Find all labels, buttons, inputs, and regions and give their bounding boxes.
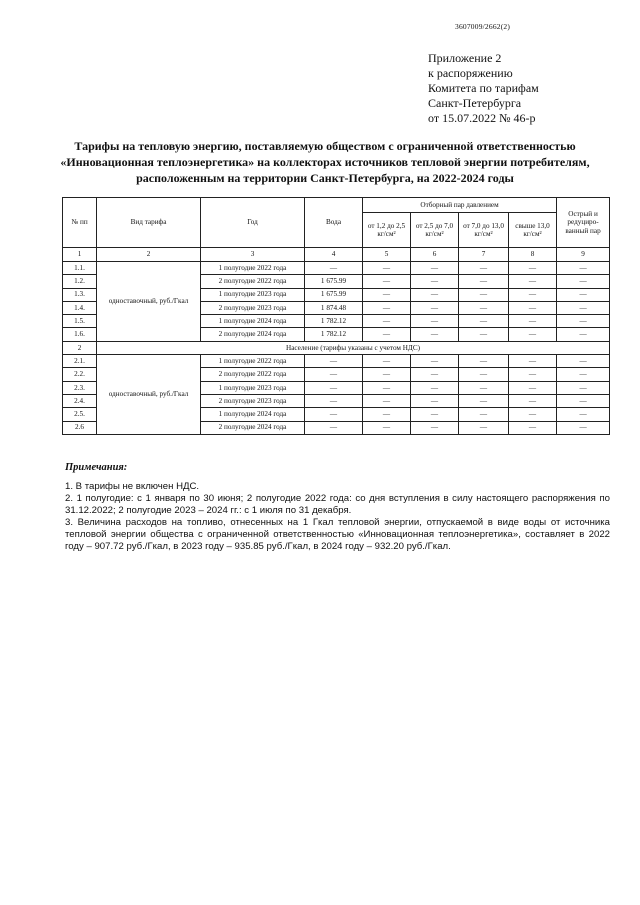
appendix-line: от 15.07.2022 № 46-р xyxy=(428,111,536,125)
steam-tariff-cell: — xyxy=(459,315,509,328)
period-cell: 2 полугодие 2023 года xyxy=(201,301,305,314)
tariff-table xyxy=(62,197,610,435)
period-cell: 2 полугодие 2022 года xyxy=(201,275,305,288)
period-cell: 1 полугодие 2023 года xyxy=(201,288,305,301)
period-cell: 2 полугодие 2024 года xyxy=(201,328,305,341)
steam-tariff-cell: — xyxy=(459,355,509,368)
steam-tariff-cell: — xyxy=(411,368,459,381)
column-number: 3 xyxy=(201,248,305,262)
steam-tariff-cell: — xyxy=(459,394,509,407)
document-title: Тарифы на тепловую энергию, поставляемую обществом с ограниченной ответственностью «Инновационная теплоэнергетика» на коллекторах источников тепловой энергии потребителям, расположенным на территории Санкт-Петербурга, на 2022-2024 годы xyxy=(60,139,590,185)
steam-tariff-cell: — xyxy=(459,421,509,434)
period-cell: 2 полугодие 2023 года xyxy=(201,394,305,407)
steam-tariff-cell: — xyxy=(557,301,610,314)
steam-tariff-cell: — xyxy=(509,408,557,421)
notes-block xyxy=(65,481,610,553)
column-number: 9 xyxy=(557,248,610,262)
steam-tariff-cell: — xyxy=(459,262,509,275)
steam-tariff-cell: — xyxy=(557,315,610,328)
section-row xyxy=(63,341,610,354)
row-number: 1.1. xyxy=(63,262,97,275)
steam-tariff-cell: — xyxy=(509,328,557,341)
steam-tariff-cell: — xyxy=(363,275,411,288)
steam-tariff-cell: — xyxy=(509,421,557,434)
steam-tariff-cell: — xyxy=(411,328,459,341)
steam-tariff-cell: — xyxy=(411,408,459,421)
water-tariff-cell: — xyxy=(305,262,363,275)
header-steam-1: от 1,2 до 2,5 кг/см² xyxy=(363,213,411,248)
steam-tariff-cell: — xyxy=(363,408,411,421)
document-registration-number: 3607009/2662(2) xyxy=(455,22,511,31)
steam-tariff-cell: — xyxy=(557,368,610,381)
steam-tariff-cell: — xyxy=(509,315,557,328)
note-item: 3. Величина расходов на топливо, отнесенных на 1 Гкал тепловой энергии, отпускаемой в виде воды от источника тепловой энергии общества с ограниченной ответственностью «Инновационная теплоэнергетика», составляет в 2022 году – 907.72 руб./Гкал, в 2023 году – 935.85 руб./Гкал, в 2024 году – 932.20 руб./Гкал. xyxy=(65,517,610,552)
row-number: 1.3. xyxy=(63,288,97,301)
steam-tariff-cell: — xyxy=(411,355,459,368)
water-tariff-cell: 1 874.48 xyxy=(305,301,363,314)
row-number: 1.4. xyxy=(63,301,97,314)
steam-tariff-cell: — xyxy=(411,275,459,288)
row-number: 2.2. xyxy=(63,368,97,381)
column-number: 4 xyxy=(305,248,363,262)
column-number: 2 xyxy=(97,248,201,262)
water-tariff-cell: 1 675.99 xyxy=(305,288,363,301)
period-cell: 2 полугодие 2022 года xyxy=(201,368,305,381)
column-numbers-row xyxy=(63,248,610,262)
water-tariff-cell: — xyxy=(305,381,363,394)
header-steam-3: от 7,0 до 13,0 кг/см² xyxy=(459,213,509,248)
steam-tariff-cell: — xyxy=(557,275,610,288)
note-item: 1. В тарифы не включен НДС. xyxy=(65,481,200,492)
header-num: № пп xyxy=(63,198,97,248)
water-tariff-cell: — xyxy=(305,368,363,381)
steam-tariff-cell: — xyxy=(411,394,459,407)
table-row xyxy=(63,355,610,368)
water-tariff-cell: — xyxy=(305,394,363,407)
steam-tariff-cell: — xyxy=(363,355,411,368)
steam-tariff-cell: — xyxy=(363,315,411,328)
water-tariff-cell: — xyxy=(305,408,363,421)
row-number: 1.6. xyxy=(63,328,97,341)
header-steam-4: свыше 13,0 кг/см² xyxy=(509,213,557,248)
steam-tariff-cell: — xyxy=(557,328,610,341)
appendix-line: Санкт-Петербурга xyxy=(428,96,522,110)
steam-tariff-cell: — xyxy=(411,301,459,314)
steam-tariff-cell: — xyxy=(509,301,557,314)
notes-title: Примечания: xyxy=(65,462,128,473)
header-steam-group: Отборный пар давлением xyxy=(363,198,557,213)
steam-tariff-cell: — xyxy=(557,381,610,394)
steam-tariff-cell: — xyxy=(363,328,411,341)
steam-tariff-cell: — xyxy=(509,368,557,381)
water-tariff-cell: — xyxy=(305,421,363,434)
steam-tariff-cell: — xyxy=(363,368,411,381)
steam-tariff-cell: — xyxy=(411,288,459,301)
steam-tariff-cell: — xyxy=(557,408,610,421)
steam-tariff-cell: — xyxy=(363,381,411,394)
column-number: 8 xyxy=(509,248,557,262)
appendix-line: к распоряжению xyxy=(428,66,513,80)
note-item: 2. 1 полугодие: с 1 января по 30 июня; 2 полугодие 2022 года: со дня вступления в силу настоящего распоряжения по 31.12.2022; 2 полугодие 2023 – 2024 гг.: с 1 июля по 31 декабря. xyxy=(65,493,610,516)
row-number: 1.5. xyxy=(63,315,97,328)
water-tariff-cell: — xyxy=(305,355,363,368)
table-row xyxy=(63,262,610,275)
steam-tariff-cell: — xyxy=(411,421,459,434)
steam-tariff-cell: — xyxy=(459,408,509,421)
header-row xyxy=(63,198,610,213)
water-tariff-cell: 1 675.99 xyxy=(305,275,363,288)
steam-tariff-cell: — xyxy=(557,355,610,368)
column-number: 6 xyxy=(411,248,459,262)
row-number: 2.5. xyxy=(63,408,97,421)
steam-tariff-cell: — xyxy=(509,394,557,407)
steam-tariff-cell: — xyxy=(363,262,411,275)
row-number: 1.2. xyxy=(63,275,97,288)
steam-tariff-cell: — xyxy=(459,275,509,288)
steam-tariff-cell: — xyxy=(459,381,509,394)
steam-tariff-cell: — xyxy=(411,262,459,275)
steam-tariff-cell: — xyxy=(557,394,610,407)
header-tariff-type: Вид тарифа xyxy=(97,198,201,248)
steam-tariff-cell: — xyxy=(509,355,557,368)
steam-tariff-cell: — xyxy=(557,262,610,275)
column-number: 5 xyxy=(363,248,411,262)
steam-tariff-cell: — xyxy=(363,301,411,314)
appendix-header xyxy=(428,51,539,126)
steam-tariff-cell: — xyxy=(363,288,411,301)
column-number: 7 xyxy=(459,248,509,262)
period-cell: 1 полугодие 2022 года xyxy=(201,355,305,368)
steam-tariff-cell: — xyxy=(459,368,509,381)
steam-tariff-cell: — xyxy=(363,394,411,407)
steam-tariff-cell: — xyxy=(459,328,509,341)
section-label: Население (тарифы указаны с учетом НДС) xyxy=(97,341,610,354)
section-number: 2 xyxy=(63,341,97,354)
steam-tariff-cell: — xyxy=(509,275,557,288)
header-water: Вода xyxy=(305,198,363,248)
steam-tariff-cell: — xyxy=(509,288,557,301)
appendix-line: Комитета по тарифам xyxy=(428,81,539,95)
steam-tariff-cell: — xyxy=(557,288,610,301)
period-cell: 1 полугодие 2022 года xyxy=(201,262,305,275)
column-number: 1 xyxy=(63,248,97,262)
tariff-type-cell: одноставочный, руб./Гкал xyxy=(97,262,201,342)
period-cell: 2 полугодие 2024 года xyxy=(201,421,305,434)
period-cell: 1 полугодие 2024 года xyxy=(201,408,305,421)
steam-tariff-cell: — xyxy=(411,315,459,328)
header-steam-2: от 2,5 до 7,0 кг/см² xyxy=(411,213,459,248)
appendix-line: Приложение 2 xyxy=(428,51,502,65)
row-number: 2.1. xyxy=(63,355,97,368)
steam-tariff-cell: — xyxy=(363,421,411,434)
steam-tariff-cell: — xyxy=(459,301,509,314)
row-number: 2.3. xyxy=(63,381,97,394)
tariff-type-cell: одноставочный, руб./Гкал xyxy=(97,355,201,435)
header-year: Год xyxy=(201,198,305,248)
header-sharp-steam: Острый и редуциро-ванный пар xyxy=(557,198,610,248)
water-tariff-cell: 1 782.12 xyxy=(305,315,363,328)
steam-tariff-cell: — xyxy=(509,381,557,394)
steam-tariff-cell: — xyxy=(557,421,610,434)
period-cell: 1 полугодие 2024 года xyxy=(201,315,305,328)
steam-tariff-cell: — xyxy=(509,262,557,275)
water-tariff-cell: 1 782.12 xyxy=(305,328,363,341)
row-number: 2.4. xyxy=(63,394,97,407)
steam-tariff-cell: — xyxy=(411,381,459,394)
period-cell: 1 полугодие 2023 года xyxy=(201,381,305,394)
steam-tariff-cell: — xyxy=(459,288,509,301)
row-number: 2.6 xyxy=(63,421,97,434)
